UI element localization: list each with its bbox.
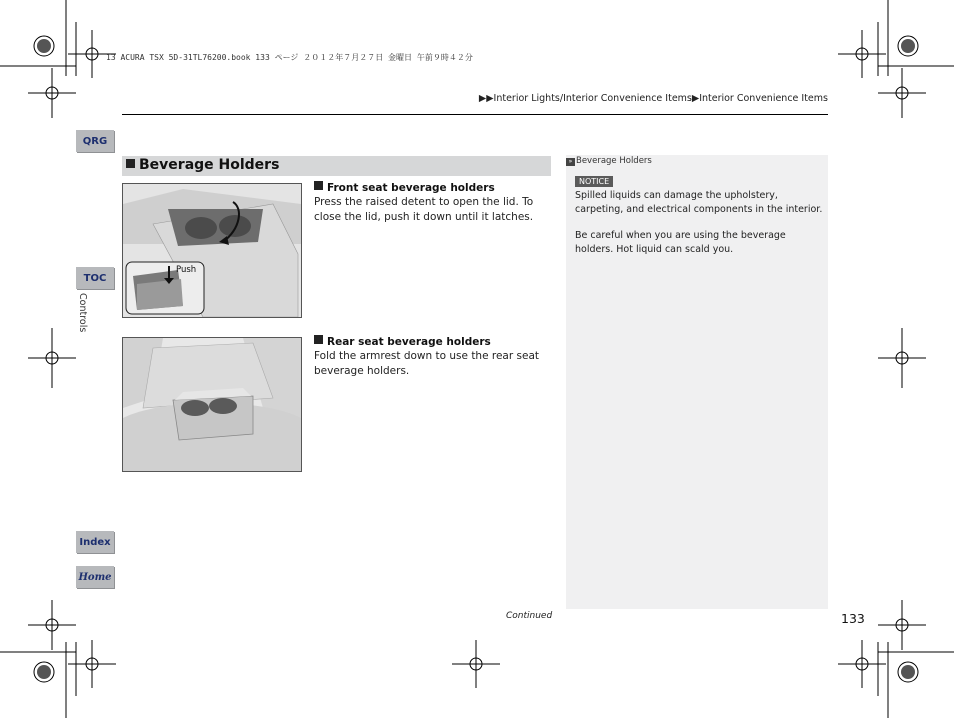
reference-arrow-icon: »: [566, 158, 575, 166]
continued-label: Continued: [506, 611, 553, 621]
breadcrumb-current: Interior Convenience Items: [699, 93, 828, 104]
sidebar-notice-text: Spilled liquids can damage the upholstery, carpeting, and electrical components in the interior.: [575, 190, 823, 215]
breadcrumb-link-interior-lights[interactable]: Interior Lights/Interior Convenience Items: [493, 93, 692, 104]
front-beverage-holder-image: [122, 183, 302, 318]
rear-seat-text: Fold the armrest down to use the rear seat beverage holders.: [314, 350, 540, 377]
header-rule: [122, 114, 828, 115]
rear-seat-heading: Rear seat beverage holders: [314, 335, 491, 348]
toc-button[interactable]: TOC: [76, 267, 114, 289]
square-bullet-icon: [126, 159, 135, 168]
rear-armrest-illustration: [123, 338, 301, 471]
qrg-button[interactable]: QRG: [76, 130, 114, 152]
breadcrumb: [479, 93, 828, 104]
front-seat-text: Press the raised detent to open the lid. To close the lid, push it down until it latches.: [314, 196, 534, 223]
sidebar-reference[interactable]: » Beverage Holders: [566, 156, 652, 166]
notice-badge: NOTICE: [575, 176, 613, 187]
home-button[interactable]: Home: [76, 566, 114, 588]
square-bullet-icon: [314, 335, 323, 344]
push-callout: Push: [176, 265, 197, 275]
page-number: 133: [841, 611, 865, 626]
rear-beverage-holder-image: [122, 337, 302, 472]
breadcrumb-arrows: ▶▶: [478, 93, 494, 104]
chapter-label: Controls: [77, 293, 88, 333]
front-console-illustration: [123, 184, 301, 317]
square-bullet-icon: [314, 181, 323, 190]
breadcrumb-separator: ▶: [691, 93, 700, 104]
section-title: Beverage Holders: [126, 157, 279, 173]
index-button[interactable]: Index: [76, 531, 114, 553]
front-seat-heading: Front seat beverage holders: [314, 181, 495, 194]
sidebar-caution-text: Be careful when you are using the beverage holders. Hot liquid can scald you.: [575, 230, 786, 255]
print-header: 13 ACURA TSX 5D-31TL76200.book 133 ページ ２０１２年７月２７日 金曜日 午前９時４２分: [106, 53, 473, 62]
notes-sidebar: [566, 155, 828, 609]
